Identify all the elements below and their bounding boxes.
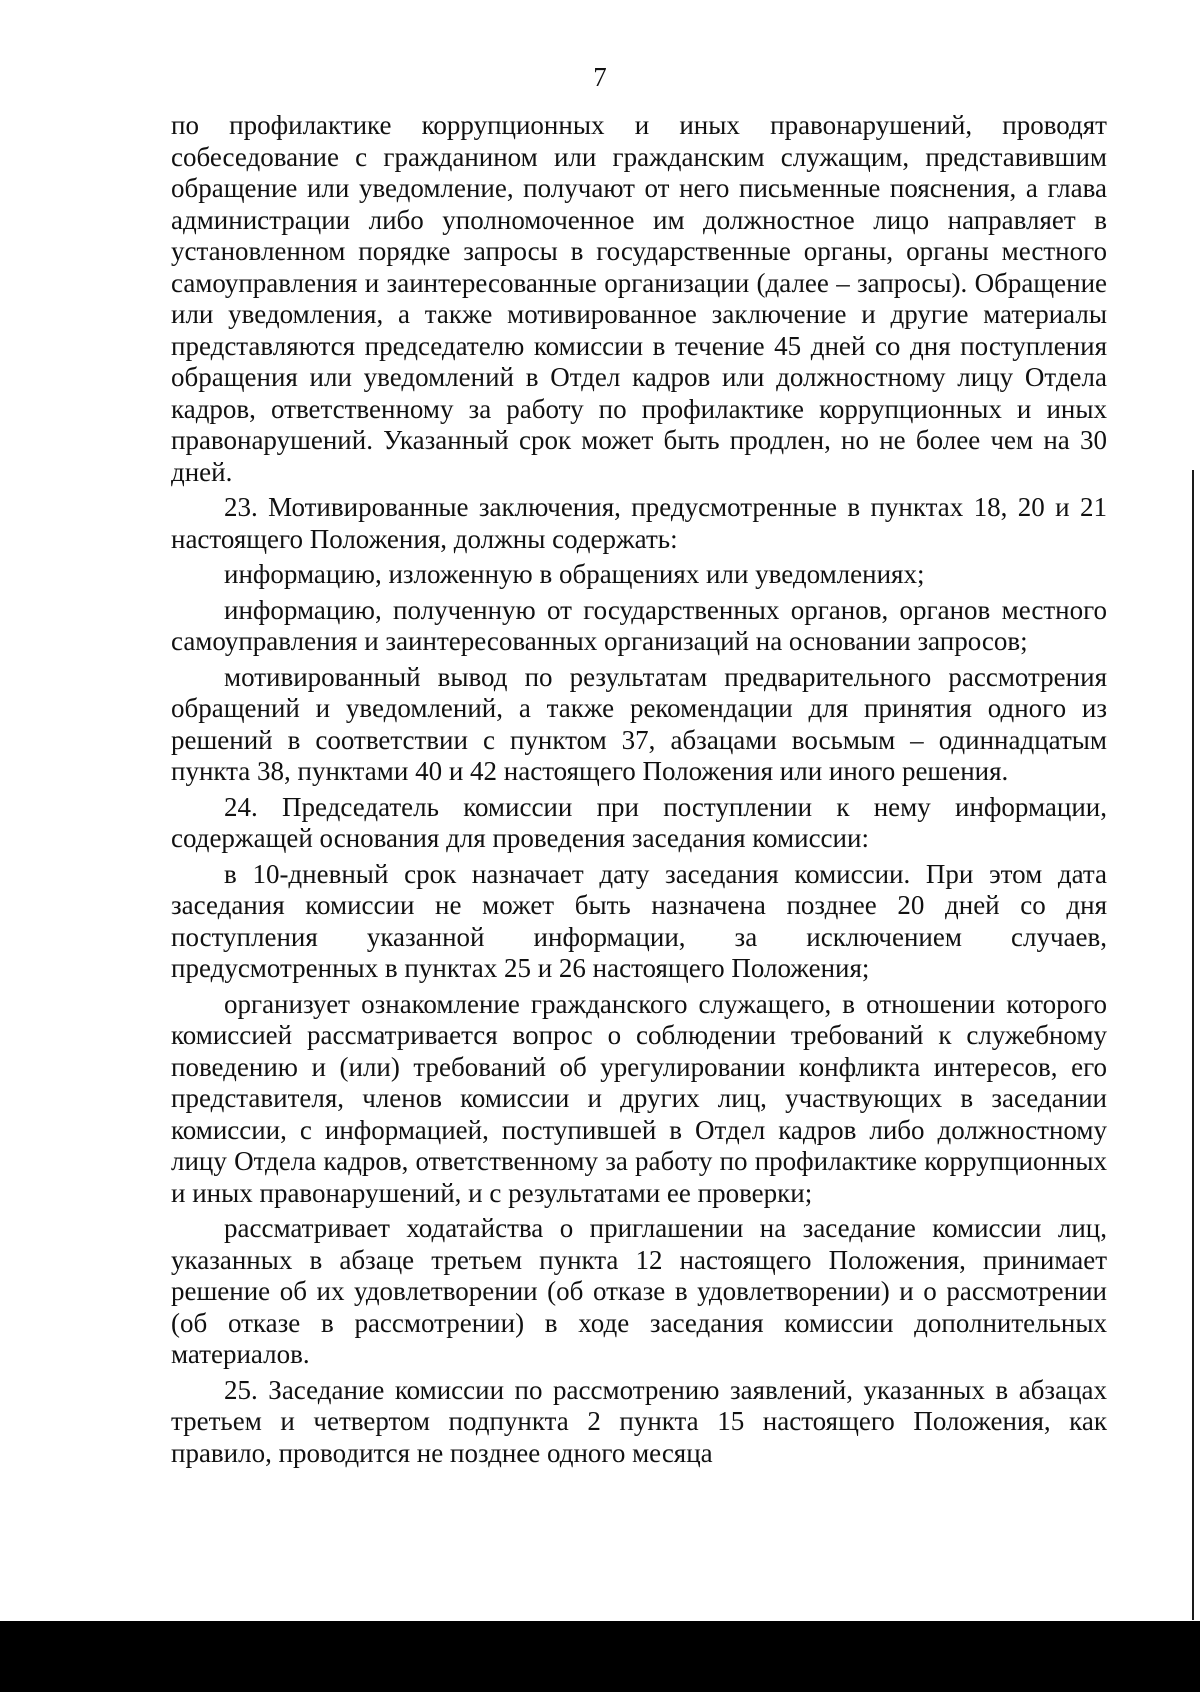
paragraph-item-23-conclusion: мотивированный вывод по результатам предварительного рассмотрения обращений и уведомлений, а также рекомендации для принятия одного из решений в соответствии с пунктом 37, абзацами восьмым – одиннадцатым пункта 38, пунктами 40 и 42 настоящего Положения или иного решения. (171, 661, 1107, 786)
page-number: 7 (593, 62, 607, 92)
paragraph-continuation: по профилактике коррупционных и иных правонарушений, проводят собеседование с гражданином или гражданским служащим, представившим обращение или уведомление, получают от него письменные пояснения, а глава администрации либо уполномоченное им должностное лицо направляет в установленном порядке запросы в государственные органы, органы местного самоуправления и заинтересованные организации (далее – запросы). Обращение или уведомления, а также мотивированное заключение и другие материалы представляются председателю комиссии в течение 45 дней со дня поступления обращения или уведомлений в Отдел кадров или должностному лицу Отдела кадров, ответственному за работу по профилактике коррупционных и иных правонарушений. Указанный срок может быть продлен, но не более чем на 30 дней. (171, 110, 1107, 487)
paragraph-item-24-date: в 10-дневный срок назначает дату заседания комиссии. При этом дата заседания комиссии не может быть назначена позднее 20 дней со дня поступления указанной информации, за исключением случаев, предусмотренных в пунктах 25 и 26 настоящего Положения; (171, 858, 1107, 983)
document-body (171, 110, 1107, 1469)
paragraph-item-24-petitions: рассматривает ходатайства о приглашении на заседание комиссии лиц, указанных в абзаце третьем пункта 12 настоящего Положения, принимает решение об их удовлетворении (об отказе в удовлетворении) и о рассмотрении (об отказе в рассмотрении) в ходе заседания комиссии дополнительных материалов. (171, 1213, 1107, 1369)
paragraph-item-25: 25. Заседание комиссии по рассмотрению заявлений, указанных в абзацах третьем и четвертом подпункта 2 пункта 15 настоящего Положения, как правило, проводится не позднее одного месяца (171, 1374, 1107, 1468)
paragraph-item-24-familiarization: организует ознакомление гражданского служащего, в отношении которого комиссией рассматривается вопрос о соблюдении требований к служебному поведению и (или) требований об урегулировании конфликта интересов, его представителя, членов комиссии и других лиц, участвующих в заседании комиссии, с информацией, поступившей в Отдел кадров либо должностному лицу Отдела кадров, ответственному за работу по профилактике коррупционных и иных правонарушений, и с результатами ее проверки; (171, 988, 1107, 1208)
scan-edge-line (1192, 470, 1194, 1620)
paragraph-item-23: 23. Мотивированные заключения, предусмотренные в пунктах 18, 20 и 21 настоящего Положения, должны содержать: (171, 492, 1107, 554)
paragraph-item-23-info-appeals: информацию, изложенную в обращениях или уведомлениях; (224, 559, 925, 589)
paragraph-item-24: 24. Председатель комиссии при поступлении к нему информации, содержащей основания для проведения заседания комиссии: (171, 791, 1107, 853)
paragraph-item-23-info-agencies: информацию, полученную от государственных органов, органов местного самоуправления и заинтересованных организаций на основании запросов; (171, 594, 1107, 656)
scan-bottom-border (0, 1621, 1200, 1692)
